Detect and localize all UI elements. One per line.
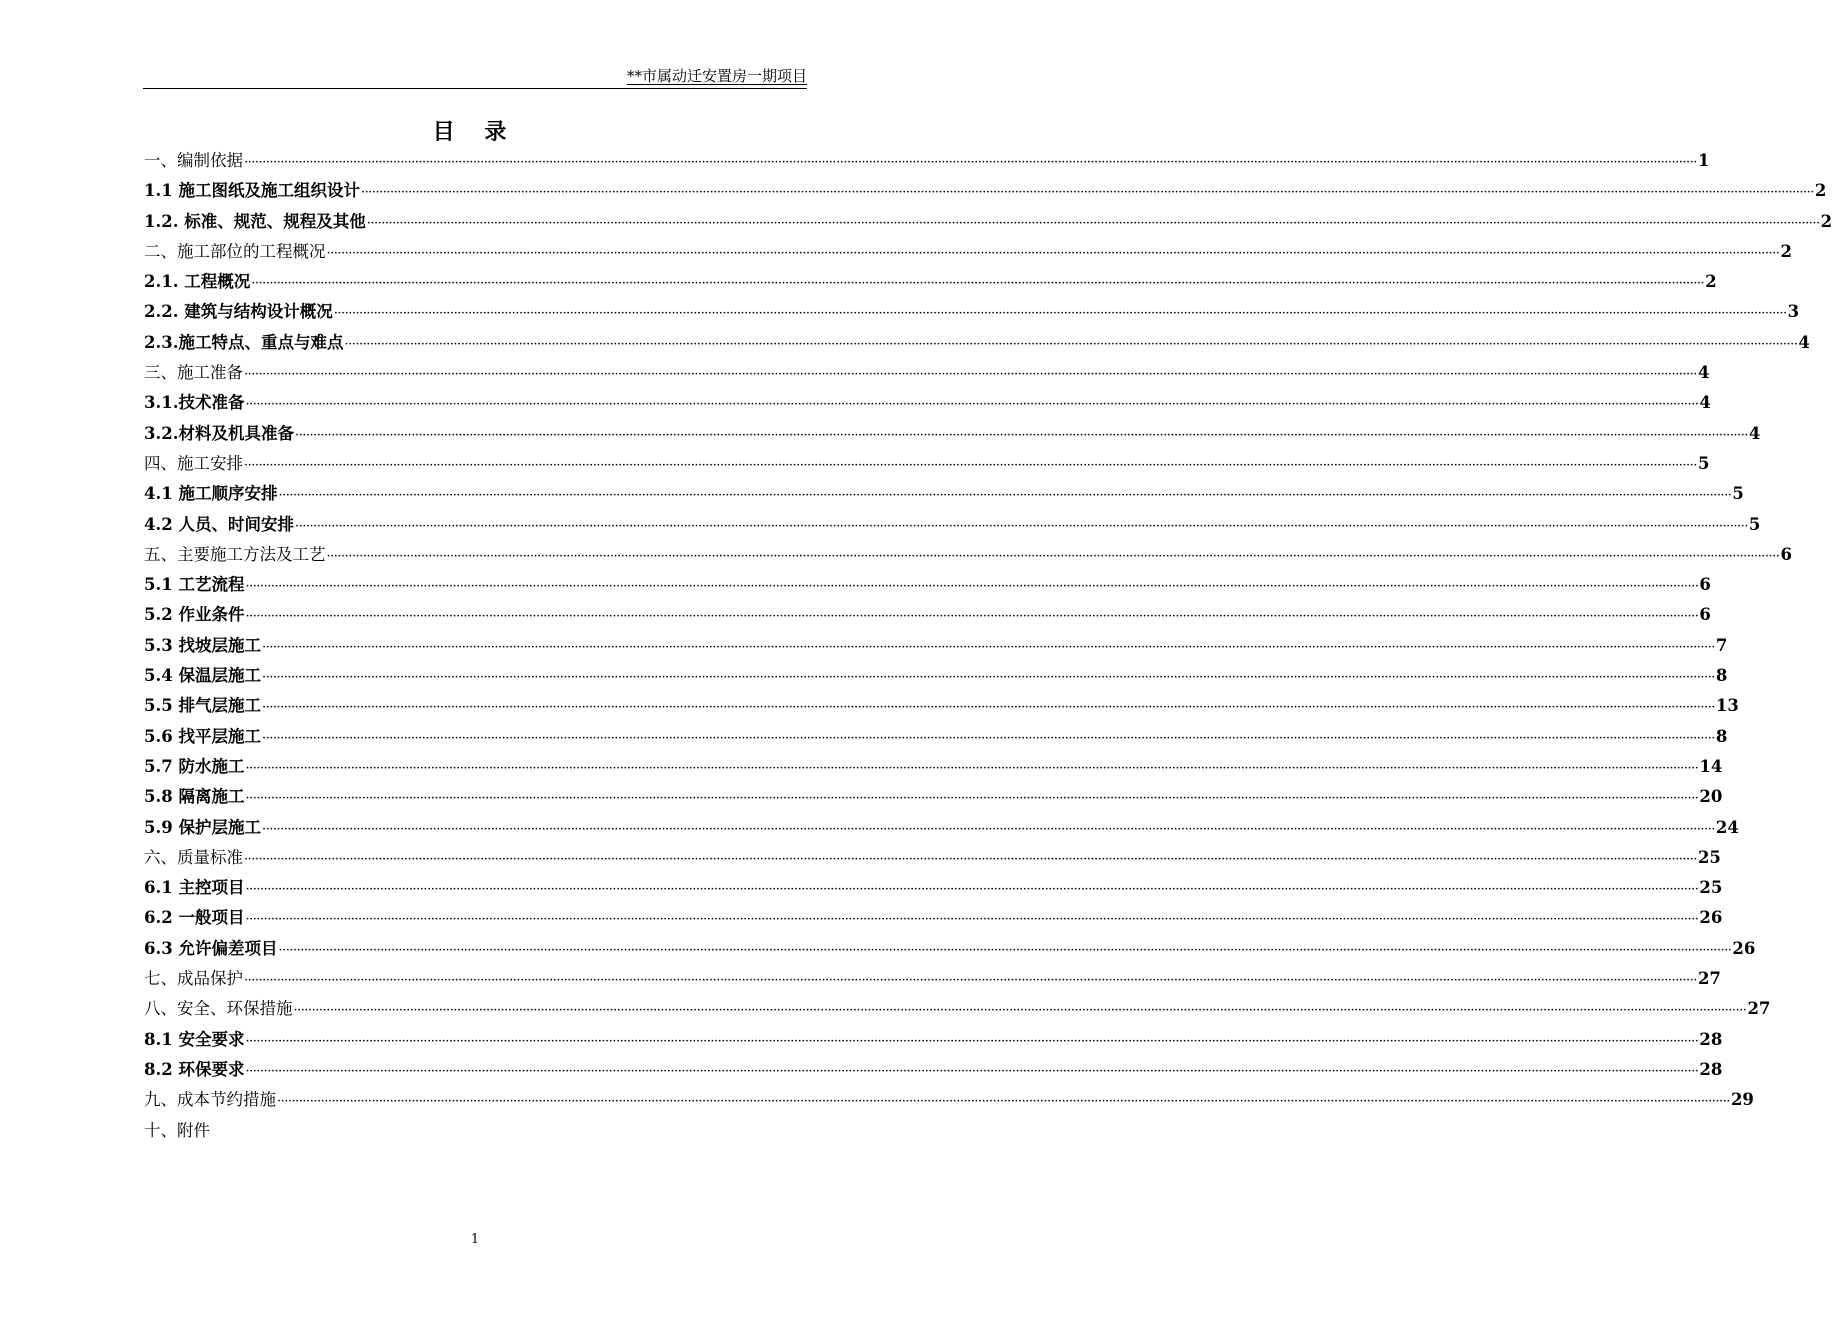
toc-entry-page: 5 <box>1697 453 1710 473</box>
toc-leader-dots: ················································································································································································································································································································································································································ <box>244 973 1697 989</box>
toc-entry-page: 6 <box>1699 605 1711 625</box>
toc-leader-dots: ················································································································································································································································································································································································································ <box>245 882 1699 898</box>
toc-entry-label: 5.6 找平层施工 <box>144 726 261 746</box>
toc-leader-dots: ················································································································································································································································································································································································································ <box>244 367 1697 383</box>
toc-leader-dots: ················································································································································································································································································································································································································ <box>326 245 1780 261</box>
toc-leader-dots: ················································································································································································································································································································································································································ <box>277 1094 1730 1110</box>
toc-leader-dots: ················································································································································································································································································································································································································ <box>245 912 1699 928</box>
toc-leader-dots: ················································································································································································································································································································································································································ <box>294 427 1748 443</box>
toc-entry-page: 2 <box>1820 211 1832 231</box>
toc-entry[interactable] <box>144 388 1711 418</box>
toc-entry[interactable] <box>144 207 1832 237</box>
toc-entry[interactable] <box>144 873 1723 903</box>
toc-leader-dots: ················································································································································································································································································································································································································ <box>245 791 1699 807</box>
toc-leader-dots: ················································································································································································································································································································································································································ <box>245 1033 1699 1049</box>
toc-leader-dots: ················································································································································································································································································································································································································ <box>366 215 1820 231</box>
toc-entry[interactable] <box>144 1025 1723 1055</box>
toc-leader-dots: ················································································································································································································································································································································································································ <box>245 579 1699 595</box>
toc-leader-dots: ················································································································································································································································································································································································································ <box>244 155 1697 170</box>
toc-entry-label: 3.1.技术准备 <box>144 393 245 413</box>
toc-leader-dots: ················································································································································································································································································································································································································ <box>261 670 1715 686</box>
toc-entry[interactable] <box>144 358 1710 388</box>
toc-leader-dots: ················································································································································································································································································································································································································ <box>261 730 1715 746</box>
toc-entry-label: 七、成品保护 <box>144 969 243 989</box>
page-header <box>143 66 807 89</box>
toc-entry-label: 2.2. 建筑与结构设计概况 <box>144 302 333 322</box>
toc-entry-page: 24 <box>1715 817 1739 837</box>
toc-entry[interactable] <box>144 903 1723 933</box>
toc-entry[interactable] <box>144 328 1810 358</box>
toc-entry-label: 1.1 施工图纸及施工组织设计 <box>144 181 360 201</box>
toc-entry-label: 九、成本节约措施 <box>144 1090 276 1110</box>
toc-entry-label: 6.2 一般项目 <box>144 908 245 928</box>
toc-title: 目 录 <box>432 120 518 145</box>
toc-entry-page: 8 <box>1715 666 1728 686</box>
toc-entry-page: 14 <box>1699 756 1723 776</box>
toc-leader-dots: ················································································································································································································································································································································································································ <box>245 609 1699 625</box>
toc-leader-dots: ················································································································································································································································································································································································································ <box>326 548 1780 564</box>
toc-entry-label: 5.3 找坡层施工 <box>144 635 261 655</box>
toc-leader-dots: ················································································································································································································································································································································································································ <box>245 1063 1699 1079</box>
toc-entry-label: 六、质量标准 <box>144 847 243 867</box>
header-title: **市属动迁安置房一期项目 <box>626 67 807 85</box>
toc-entry[interactable] <box>144 994 1771 1024</box>
toc-entry-page: 2 <box>1780 241 1792 261</box>
toc-leader-dots: ················································································································································································································································································································································································································ <box>245 760 1699 776</box>
toc-entry-page: 4 <box>1697 363 1710 383</box>
toc-entry-page: 13 <box>1715 696 1739 716</box>
page-number: 1 <box>470 1232 480 1247</box>
toc-entry[interactable] <box>144 419 1761 449</box>
toc-entry-label: 4.1 施工顺序安排 <box>144 484 278 504</box>
toc-entry[interactable] <box>144 540 1792 570</box>
toc-entry[interactable] <box>144 843 1721 873</box>
toc-entry-page: 28 <box>1699 1059 1723 1079</box>
toc-entry[interactable] <box>144 782 1723 812</box>
toc-entry-label: 5.5 排气层施工 <box>144 696 261 716</box>
toc-entry-label: 6.1 主控项目 <box>144 878 245 898</box>
toc-entry[interactable] <box>144 570 1711 600</box>
toc-entry[interactable] <box>144 1116 876 1146</box>
toc-entry-page: 1 <box>1697 151 1710 170</box>
toc-entry-page: 29 <box>1730 1090 1754 1110</box>
toc-entry[interactable] <box>144 297 1800 327</box>
toc-leader-dots: ················································································································································································································································································································································································································ <box>245 397 1699 413</box>
toc-entry[interactable] <box>144 510 1761 540</box>
toc-leader-dots: ················································································································································································································································································································································································································ <box>344 336 1798 352</box>
toc-entry-page: 7 <box>1715 635 1728 655</box>
toc-entry-page: 6 <box>1780 544 1792 564</box>
toc-entry-label: 2.3.施工特点、重点与难点 <box>144 332 344 352</box>
toc-entry[interactable] <box>144 964 1721 994</box>
toc-entry-label: 5.2 作业条件 <box>144 605 245 625</box>
toc-entry-page: 25 <box>1697 847 1721 867</box>
toc-entry-page: 27 <box>1697 969 1721 989</box>
toc-entry-label: 5.1 工艺流程 <box>144 575 245 595</box>
toc-entry-label: 五、主要施工方法及工艺 <box>144 544 326 564</box>
toc-entry-label: 5.8 隔离施工 <box>144 787 245 807</box>
toc-entry-label: 一、编制依据 <box>144 151 243 170</box>
toc-leader-dots: ················································································································································································································································································································································································································ <box>261 821 1715 837</box>
toc-leader-dots: ················································································································································································································································································································································································································ <box>360 185 1814 201</box>
toc-leader-dots: ················································································································································································································································································································································································································ <box>261 639 1715 655</box>
toc-entry-page: 26 <box>1732 938 1756 958</box>
toc-entry[interactable] <box>144 267 1717 297</box>
toc-entry-label: 二、施工部位的工程概况 <box>144 241 326 261</box>
toc-entry-page: 3 <box>1787 302 1800 322</box>
toc-entry-page: 20 <box>1699 787 1723 807</box>
table-of-contents <box>144 146 1832 1146</box>
toc-entry-label: 6.3 允许偏差项目 <box>144 938 278 958</box>
toc-entry-label: 3.2.材料及机具准备 <box>144 423 294 443</box>
toc-entry-page: 4 <box>1699 393 1711 413</box>
toc-entry-page: 26 <box>1699 908 1723 928</box>
toc-entry-page: 6 <box>1699 575 1711 595</box>
toc-entry[interactable] <box>144 661 1728 691</box>
toc-entry[interactable] <box>144 146 1710 176</box>
toc-entry-label: 三、施工准备 <box>144 363 243 383</box>
toc-entry[interactable] <box>144 934 1756 964</box>
toc-entry[interactable] <box>144 1055 1723 1085</box>
toc-entry[interactable] <box>144 1085 1754 1115</box>
toc-leader-dots: ················································································································································································································································································································································································································ <box>294 518 1748 534</box>
toc-entry-page: 2 <box>1814 181 1827 201</box>
toc-entry[interactable] <box>144 631 1728 661</box>
toc-entry[interactable] <box>144 449 1710 479</box>
toc-leader-dots: ················································································································································································································································································································································································································ <box>261 700 1715 716</box>
toc-entry-page: 5 <box>1732 484 1744 504</box>
toc-entry-page: 28 <box>1699 1029 1723 1049</box>
toc-entry[interactable] <box>144 722 1728 752</box>
toc-entry-page: 4 <box>1748 423 1761 443</box>
toc-entry[interactable] <box>144 479 1744 509</box>
toc-entry-label: 十、附件 <box>144 1120 210 1140</box>
toc-entry[interactable] <box>144 600 1711 630</box>
toc-entry-page: 27 <box>1747 999 1771 1019</box>
toc-leader-dots: ················································································································································································································································································································································································································ <box>278 942 1732 958</box>
toc-entry-page: 8 <box>1715 726 1728 746</box>
toc-entry-label: 四、施工安排 <box>144 453 243 473</box>
toc-entry[interactable] <box>144 176 1827 206</box>
toc-leader-dots: ················································································································································································································································································································································································································ <box>278 488 1732 504</box>
toc-entry-page: 5 <box>1748 514 1761 534</box>
toc-entry-label: 2.1. 工程概况 <box>144 272 251 292</box>
toc-entry-label: 5.7 防水施工 <box>144 756 245 776</box>
toc-entry-label: 5.4 保温层施工 <box>144 666 261 686</box>
toc-entry[interactable] <box>144 752 1723 782</box>
toc-entry-label: 5.9 保护层施工 <box>144 817 261 837</box>
toc-entry-label: 八、安全、环保措施 <box>144 999 293 1019</box>
toc-entry-page: 4 <box>1798 332 1810 352</box>
toc-entry-page: 25 <box>1699 878 1723 898</box>
toc-entry-page: 2 <box>1705 272 1717 292</box>
toc-entry[interactable] <box>144 237 1792 267</box>
toc-leader-dots: ················································································································································································································································································································································································································ <box>244 457 1697 473</box>
toc-leader-dots: ················································································································································································································································································································································································································ <box>251 276 1705 292</box>
toc-entry[interactable] <box>144 813 1739 843</box>
toc-leader-dots: ················································································································································································································································································································································································································ <box>333 306 1787 322</box>
toc-entry-label: 1.2. 标准、规范、规程及其他 <box>144 211 366 231</box>
toc-entry-label: 4.2 人员、时间安排 <box>144 514 294 534</box>
toc-entry[interactable] <box>144 691 1739 721</box>
toc-entry-label: 8.2 环保要求 <box>144 1059 245 1079</box>
toc-leader-dots: ················································································································································································································································································································································································································ <box>244 851 1697 867</box>
toc-leader-dots: ················································································································································································································································································································································································································ <box>293 1003 1747 1019</box>
toc-entry-label: 8.1 安全要求 <box>144 1029 245 1049</box>
